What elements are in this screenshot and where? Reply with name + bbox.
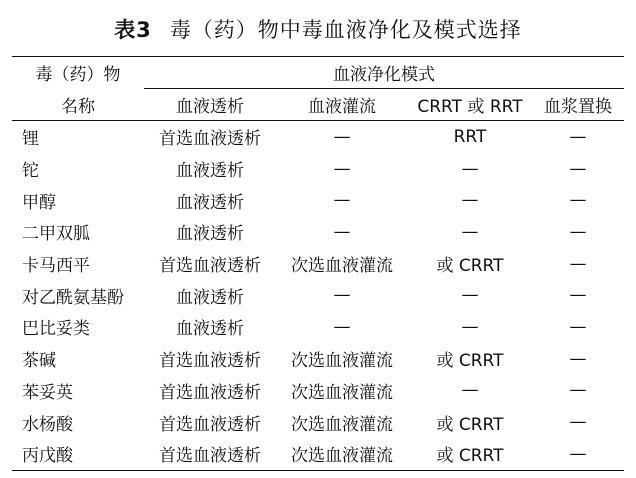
cell-hp: — (333, 316, 351, 337)
cell-pe: — (569, 380, 587, 401)
cell-name: 对乙酰氨基酚 (22, 287, 124, 308)
header-name-line1: 毒（药）物 (12, 57, 144, 89)
cell-name: 巴比妥类 (22, 319, 90, 340)
cell-crrt: — (461, 221, 479, 242)
cell-crrt: 或 CRRT (436, 414, 504, 435)
table-row (12, 311, 624, 343)
header-name-line2: 名称 (12, 89, 144, 121)
header-group: 血液净化模式 (144, 57, 624, 89)
cell-crrt: — (461, 285, 479, 306)
cell-crrt: — (461, 158, 479, 179)
cell-crrt: RRT (453, 126, 487, 147)
cell-crrt: 或 CRRT (436, 351, 504, 372)
cell-name: 水杨酸 (22, 414, 73, 435)
purification-table (12, 56, 624, 471)
header-mode-crrt: CRRT 或 RRT (408, 89, 532, 121)
table-number: 表3 (114, 18, 152, 42)
cell-hp: — (333, 126, 351, 147)
cell-hp: — (333, 285, 351, 306)
header-mode-hp: 血液灌流 (276, 89, 408, 121)
table-row (12, 343, 624, 375)
cell-pe: — (569, 221, 587, 242)
cell-hp: 次选血液灌流 (276, 438, 408, 470)
cell-name: 茶碱 (22, 351, 56, 372)
table-caption (0, 14, 636, 44)
cell-pe: — (569, 126, 587, 147)
cell-pe: — (569, 190, 587, 211)
cell-pe: — (569, 253, 587, 274)
cell-name: 甲醇 (22, 192, 56, 213)
cell-pe: — (569, 412, 587, 433)
cell-pe: — (569, 316, 587, 337)
table-row (12, 375, 624, 407)
cell-hp: — (333, 221, 351, 242)
cell-pe: — (569, 348, 587, 369)
cell-hd: 血液透析 (176, 192, 244, 213)
cell-hp: 次选血液灌流 (291, 256, 393, 277)
cell-pe: — (532, 438, 624, 470)
table-row (12, 216, 624, 248)
table-row (12, 121, 624, 153)
cell-hd: 血液透析 (176, 319, 244, 340)
header-mode-pe: 血浆置换 (532, 89, 624, 121)
table-title: 毒（药）物中毒血液净化及模式选择 (169, 18, 522, 42)
table-body (12, 121, 624, 471)
cell-hd: 血液透析 (176, 224, 244, 245)
cell-name: 锂 (22, 129, 39, 150)
cell-hd: 血液透析 (176, 161, 244, 182)
cell-hd: 首选血液透析 (159, 129, 261, 150)
cell-hd: 首选血液透析 (159, 256, 261, 277)
cell-crrt: — (461, 316, 479, 337)
cell-name: 苯妥英 (22, 382, 73, 403)
cell-hp: — (333, 158, 351, 179)
table-row (12, 406, 624, 438)
cell-hp: 次选血液灌流 (291, 351, 393, 372)
cell-hd: 首选血液透析 (159, 382, 261, 403)
table-row (12, 438, 624, 470)
cell-hd: 首选血液透析 (159, 351, 261, 372)
cell-name: 卡马西平 (22, 256, 90, 277)
table-row (12, 248, 624, 280)
table-row (12, 279, 624, 311)
cell-name: 丙戊酸 (12, 438, 144, 470)
cell-hd: 首选血液透析 (159, 414, 261, 435)
cell-crrt: — (461, 380, 479, 401)
cell-hp: 次选血液灌流 (291, 382, 393, 403)
cell-name: 铊 (22, 161, 39, 182)
cell-crrt: 或 CRRT (436, 256, 504, 277)
cell-pe: — (569, 158, 587, 179)
cell-pe: — (569, 285, 587, 306)
cell-crrt: 或 CRRT (408, 438, 532, 470)
table-row (12, 153, 624, 185)
cell-name: 二甲双胍 (22, 224, 90, 245)
table-row (12, 184, 624, 216)
cell-hp: — (333, 190, 351, 211)
cell-hd: 首选血液透析 (144, 438, 276, 470)
cell-hp: 次选血液灌流 (291, 414, 393, 435)
header-mode-hd: 血液透析 (144, 89, 276, 121)
cell-crrt: — (461, 190, 479, 211)
cell-hd: 血液透析 (176, 287, 244, 308)
